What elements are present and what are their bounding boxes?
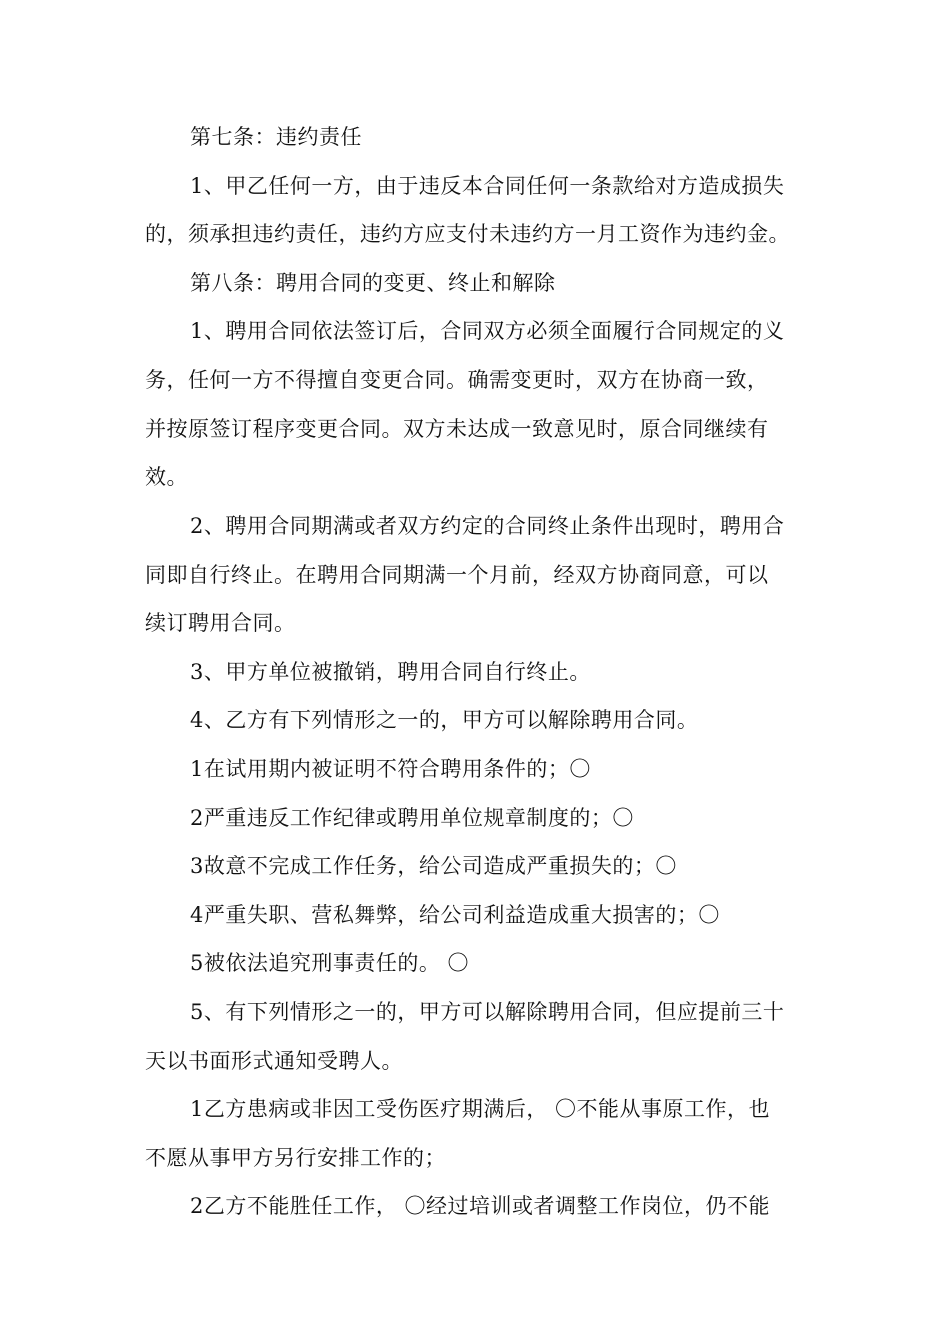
paragraph-line: 不愿从事甲方另行安排工作的； (145, 1146, 446, 1170)
paragraph-line: 2、聘用合同期满或者双方约定的合同终止条件出现时，聘用合 (190, 514, 785, 538)
paragraph-line: 1、甲乙任何一方，由于违反本合同任何一条款给对方造成损失 (190, 174, 785, 198)
paragraph-line: 同即自行终止。在聘用合同期满一个月前，经双方协商同意，可以 (145, 563, 769, 587)
paragraph-line: 天以书面形式通知受聘人。 (145, 1049, 403, 1073)
list-item: 3故意不完成工作任务，给公司造成严重损失的；〇 (190, 854, 677, 878)
list-item: 5被依法追究刑事责任的。 〇 (190, 951, 470, 975)
paragraph-line: 务，任何一方不得擅自变更合同。确需变更时，双方在协商一致， (145, 368, 769, 392)
paragraph-line: 3、甲方单位被撤销，聘用合同自行终止。 (190, 660, 591, 684)
paragraph-line: 续订聘用合同。 (145, 611, 296, 635)
list-item: 1在试用期内被证明不符合聘用条件的；〇 (190, 757, 591, 781)
list-item: 2严重违反工作纪律或聘用单位规章制度的；〇 (190, 806, 634, 830)
list-item: 2乙方不能胜任工作， 〇经过培训或者调整工作岗位，仍不能 (190, 1194, 771, 1218)
paragraph-line: 效。 (145, 465, 188, 489)
paragraph-line: 5、有下列情形之一的，甲方可以解除聘用合同，但应提前三十 (190, 1000, 785, 1024)
paragraph-line: 4、乙方有下列情形之一的，甲方可以解除聘用合同。 (190, 708, 699, 732)
article-8-heading: 第八条：聘用合同的变更、终止和解除 (190, 271, 556, 295)
list-item: 1乙方患病或非因工受伤医疗期满后， 〇不能从事原工作，也 (190, 1097, 771, 1121)
article-7-heading: 第七条：违约责任 (190, 125, 362, 149)
list-item: 4严重失职、营私舞弊，给公司利益造成重大损害的；〇 (190, 903, 720, 927)
paragraph-line: 1、聘用合同依法签订后，合同双方必须全面履行合同规定的义 (190, 319, 785, 343)
paragraph-line: 并按原签订程序变更合同。双方未达成一致意见时，原合同继续有 (145, 417, 769, 441)
paragraph-line: 的，须承担违约责任，违约方应支付未违约方一月工资作为违约金。 (145, 222, 790, 246)
